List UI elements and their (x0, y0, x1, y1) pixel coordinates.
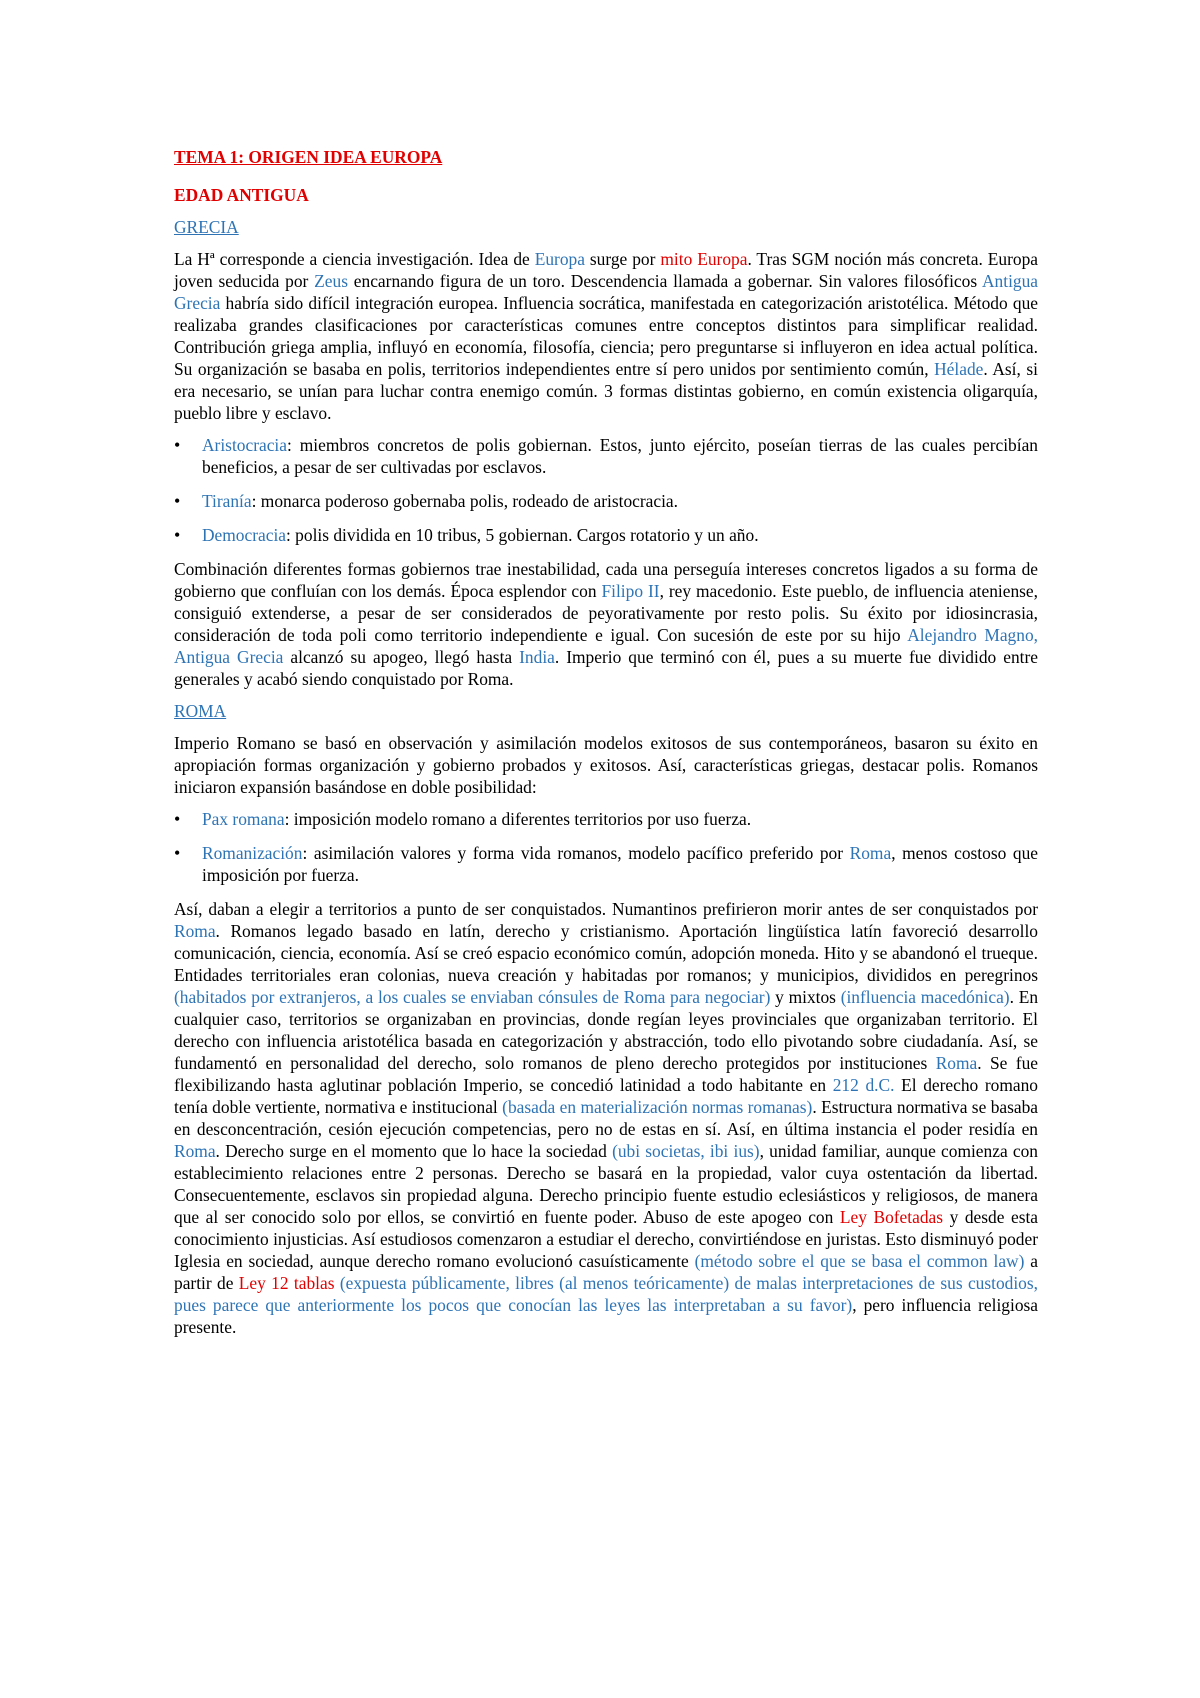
note-institucional: (basada en materialización normas romanas) (502, 1097, 813, 1117)
term-antigua-grecia: Antigua Grecia (174, 647, 284, 667)
term-roma: Roma (174, 1141, 216, 1161)
term-roma: Roma (849, 843, 892, 863)
bullet-icon (174, 808, 202, 830)
note-12-tablas: (expuesta públicamente, libres (al menos teóricamente) de malas interpretaciones de sus custodios, pues parece que anteriormente los pocos que conocían las leyes las interpretaban a su favor) (174, 1273, 1038, 1315)
term: Romanización (202, 843, 303, 863)
note-ubi-societas: (ubi societas, ibi ius) (612, 1141, 760, 1161)
subsection-heading-grecia: GRECIA (174, 217, 239, 237)
note-mixtos: (influencia macedónica) (840, 987, 1010, 1007)
term-india: India (519, 647, 555, 667)
term-ley-12-tablas: Ley 12 tablas (238, 1273, 335, 1293)
term-mito-europa: mito Europa (660, 249, 748, 269)
term-zeus: Zeus (314, 271, 348, 291)
paragraph-roma-derecho: Así, daban a elegir a territorios a punto de ser conquistados. Numantinos prefirieron morir antes de ser conquistados por Roma. Romanos legado basado en latín, derecho y cristianismo. Aportación lingüística latín favoreció desarrollo comunicación, ciencia, economía. Así se creó espacio económico común, adopción moneda. Hito y se abandonó el trueque. Entidades territoriales eran colonias, nueva creación y habitadas por romanos; y municipios, divididos en peregrinos (habitados por extranjeros, a los cuales se enviaban cónsules de Roma para negociar) y mixtos (influencia macedónica). En cualquier caso, territorios se organizaban en provincias, donde regían leyes provinciales que organizaban territorio. El derecho con influencia aristotélica basada en categorización y abstracción, todo ello pivotando sobre ciudadanía. Así, se fundamentó en personalidad del derecho, solo romanos de pleno derecho protegidos por instituciones Roma. Se fue flexibilizando hasta aglutinar población Imperio, se concedió latinidad a todo habitante en 212 d.C. El derecho romano tenía doble vertiente, normativa e institucional (basada en materialización normas romanas). Estructura normativa se basaba en desconcentración, cesión ejecución competencias, pero no de estas en sí. Así, en última instancia el poder residía en Roma. Derecho surge en el momento que lo hace la sociedad (ubi societas, ibi ius), unidad familiar, aunque comienza con establecimiento relaciones entre 2 personas. Derecho se basará en la propiedad, valor cuya ostentación da libertad. Consecuentemente, esclavos sin propiedad alguna. Derecho principio fuente estudio eclesiásticos y religiosos, de manera que al ser conocido solo por ellos, se convirtió en fuente poder. Abuso de este apogeo con Ley Bofetadas y desde esta conocimiento injusticias. Así estudiosos comenzaron a estudiar el derecho, convirtiéndose en juristas. Esto disminuyó poder Iglesia en sociedad, aunque derecho romano evolucionó casuísticamente (método sobre el que se basa el common law) a partir de Ley 12 tablas (expuesta públicamente, libres (al menos teóricamente) de malas interpretaciones de sus custodios, pues parece que anteriormente los pocos que conocían las leyes las interpretaban a su favor), pero influencia religiosa presente. (174, 899, 1039, 1337)
term-year: 212 d.C. (832, 1075, 895, 1095)
bullet-icon (174, 524, 202, 546)
list-item: • Tiranía: monarca poderoso gobernaba polis, rodeado de aristocracia. (174, 490, 1038, 512)
bullet-icon (174, 842, 202, 864)
document-body (174, 146, 1038, 1348)
term: Democracia (202, 525, 286, 545)
term-roma: Roma (174, 921, 216, 941)
term-antigua-grecia: Antigua Grecia (174, 271, 1039, 313)
bullet-icon (174, 490, 202, 512)
paragraph-roma-intro: Imperio Romano se basó en observación y asimilación modelos exitosos de sus contemporáneos, basaron su éxito en apropiación formas organización y gobierno probados y exitosos. Así, características griegas, destacar polis. Romanos iniciaron expansión basándose en doble posibilidad: (174, 733, 1038, 797)
subsection-heading-roma: ROMA (174, 701, 227, 721)
note-peregrinos: (habitados por extranjeros, a los cuales se enviaban cónsules de Roma para negociar) (174, 987, 771, 1007)
section-title: EDAD ANTIGUA (174, 185, 309, 205)
term-europa: Europa (534, 249, 585, 269)
paragraph-grecia-intro: La Hª corresponde a ciencia investigación. Idea de Europa surge por mito Europa. Tras SGM noción más concreta. Europa joven seducida por Zeus encarnando figura de un toro. Descendencia llamada a gobernar. Sin valores filosóficos Antigua Grecia habría sido difícil integración europea. Influencia socrática, manifestada en categorización aristotélica. Método que realizaba grandes clasificaciones por características comunes entre conceptos distintos para simplificar realidad. Contribución griega amplia, influyó en economía, filosofía, ciencia; pero preguntarse si influyeron en idea actual política. Su organización se basaba en polis, territorios independientes entre sí pero unidos por sentimiento común, Hélade. Así, si era necesario, se unían para luchar contra enemigo común. 3 formas distintas gobierno, en común existencia oligarquía, pueblo libre y esclavo. (174, 249, 1039, 423)
list-item: • Pax romana: imposición modelo romano a diferentes territorios por uso fuerza. (174, 808, 1038, 830)
list-formas-gobierno (174, 434, 1038, 546)
document-title: TEMA 1: ORIGEN IDEA EUROPA (174, 147, 443, 167)
term-alejandro: Alejandro Magno (907, 625, 1034, 645)
term: Pax romana (202, 809, 285, 829)
note-common-law: (método sobre el que se basa el common law) (694, 1251, 1025, 1271)
term-filipo: Filipo II (601, 581, 660, 601)
list-item: • Aristocracia: miembros concretos de polis gobiernan. Estos, junto ejército, poseían tierras de las cuales percibían beneficios, a pesar de ser cultivadas por esclavos. (174, 434, 1038, 478)
term: Tiranía (202, 491, 252, 511)
list-expansion (174, 808, 1038, 886)
term-roma: Roma (935, 1053, 978, 1073)
bullet-icon (174, 434, 202, 456)
list-item: • Romanización: asimilación valores y forma vida romanos, modelo pacífico preferido por Roma, menos costoso que imposición por fuerza. (174, 842, 1038, 886)
list-item: • Democracia: polis dividida en 10 tribus, 5 gobiernan. Cargos rotatorio y un año. (174, 524, 1038, 546)
term-helade: Hélade (934, 359, 984, 379)
term: Aristocracia (202, 435, 287, 455)
term-ley-bofetadas: Ley Bofetadas (839, 1207, 944, 1227)
paragraph-grecia-historia: Combinación diferentes formas gobiernos trae inestabilidad, cada una perseguía intereses concretos ligados a su forma de gobierno que confluían con los demás. Época esplendor con Filipo II, rey macedonio. Este pueblo, de influencia ateniense, consiguió extenderse, a pesar de ser considerados de peyorativamente por resto polis. Su éxito por idiosincrasia, consideración de toda poli como territorio independiente e igual. Con sucesión de este por su hijo Alejandro Magno, Antigua Grecia alcanzó su apogeo, llegó hasta India. Imperio que terminó con él, pues a su muerte fue dividido entre generales y acabó siendo conquistado por Roma. (174, 559, 1038, 689)
